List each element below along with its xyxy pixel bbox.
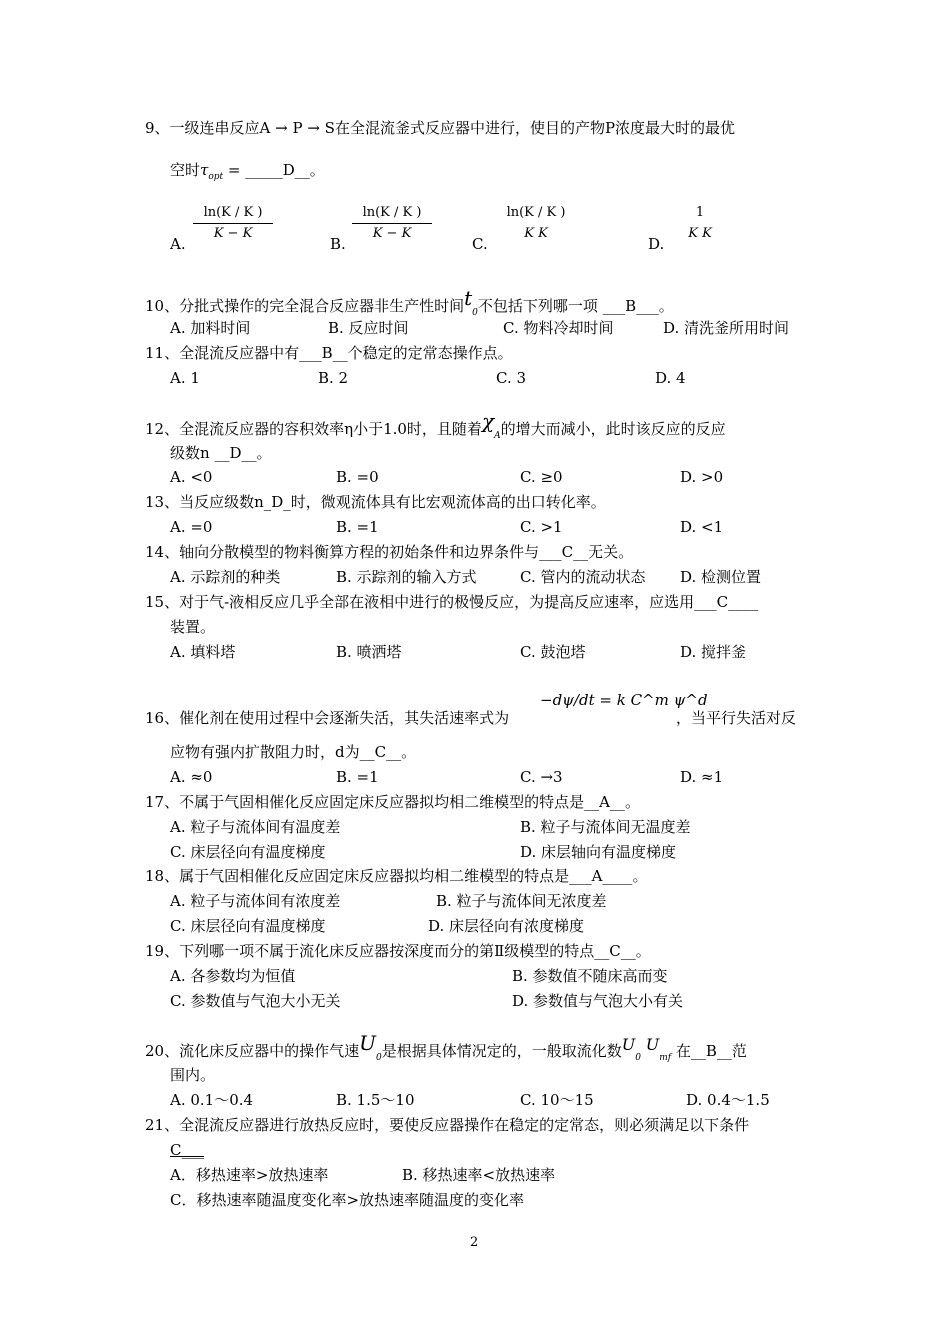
q10-blank: ___B___ xyxy=(602,297,659,315)
q9-option-a-num: ln(K / K ) xyxy=(203,205,263,220)
q14-option-b: B. 示踪剂的输入方式 xyxy=(336,568,477,586)
q19-stem xyxy=(145,941,651,961)
q16-option-a: A. ≈0 xyxy=(170,768,213,786)
q9-tau: τ xyxy=(200,161,209,179)
q9-option-c-den: K K xyxy=(524,226,548,241)
q9-option-b-num: ln(K / K ) xyxy=(362,205,422,220)
q10-post: 不包括下列哪一项 xyxy=(477,297,598,315)
q21-blank: C___ xyxy=(170,1141,204,1159)
q9-option-b-den: K − K xyxy=(372,226,412,241)
q9-option-d-den: K K xyxy=(688,226,712,241)
q9-option-a-fraction xyxy=(193,205,273,242)
q9-option-c-fraction xyxy=(496,205,576,242)
q12-blank: __D__ xyxy=(214,444,257,462)
q9-stem: 9、一级连串反应A → P → S在全混流釜式反应器中进行，使目的产物P浓度最大时的最优 xyxy=(145,119,736,137)
q20-symbol-u0: U xyxy=(621,1035,636,1054)
q20-mid: 是根据具体情况定的，一般取流化数 xyxy=(381,1042,622,1060)
q21-stem: 21、全混流反应器进行放热反应时，要使反应器操作在稳定的定常态，则必须满足以下条件 xyxy=(145,1116,750,1134)
q18-option-c: C. 床层径向有温度梯度 xyxy=(170,917,326,935)
q19-option-c: C. 参数值与气泡大小无关 xyxy=(170,992,341,1010)
q20-post2: 范 xyxy=(731,1042,747,1060)
q12-option-a: A. <0 xyxy=(170,468,213,486)
q9-option-b-fraction xyxy=(352,205,432,242)
q9-option-b-bar xyxy=(352,223,432,224)
q13-option-c: C. >1 xyxy=(520,518,563,536)
q15-blank: ___C____ xyxy=(694,593,759,611)
q18-blank: ___A____ xyxy=(569,867,633,885)
q16-blank: __C__ xyxy=(359,743,402,761)
q19-option-b: B. 参数值不随床高而变 xyxy=(512,967,668,985)
q15-option-d: D. 搅拌釜 xyxy=(680,643,747,661)
q11-option-b: B. 2 xyxy=(318,369,349,387)
q16-option-d: D. ≈1 xyxy=(680,768,724,786)
q13-stem xyxy=(145,492,606,512)
q9-end: 。 xyxy=(309,161,325,179)
q15-option-c: C. 鼓泡塔 xyxy=(520,643,586,661)
q12-end: 。 xyxy=(256,444,272,462)
q16-stem-cont xyxy=(170,742,416,762)
q12-symbol: χ xyxy=(481,409,495,433)
q10-end: 。 xyxy=(658,297,674,315)
q9-blank: _____D__ xyxy=(245,161,310,179)
q20-stem xyxy=(145,1033,747,1068)
q10-symbol-sub: 0 xyxy=(472,308,478,318)
q16-stem-pre: 16、催化剂在使用过程中会逐渐失活，其失活速率式为 xyxy=(145,709,510,727)
q9-option-c-bar xyxy=(496,223,576,224)
q9-option-d-fraction xyxy=(680,205,720,242)
q10-symbol: t xyxy=(464,286,473,310)
q17-option-c: C. 床层径向有温度梯度 xyxy=(170,843,326,861)
q18-pre: 18、属于气固相催化反应固定床反应器拟均相二维模型的特点是 xyxy=(145,867,570,885)
q12-line2-pre: 级数n xyxy=(170,444,215,462)
q9-cont-pre: 空时 xyxy=(170,161,201,179)
q13-blank: _D_ xyxy=(263,493,291,511)
q15-stem xyxy=(145,592,758,612)
q20-post: 在 xyxy=(675,1042,691,1060)
q9-option-a-bar xyxy=(193,223,273,224)
q9-eq: = xyxy=(223,161,246,179)
q20-symbol-u0-sub: 0 xyxy=(635,1053,641,1063)
q12-stem xyxy=(145,411,726,446)
q20-stem-cont: 围内。 xyxy=(170,1066,216,1084)
q10-option-a: A. 加料时间 xyxy=(170,319,251,337)
q9-tau-sub: opt xyxy=(208,172,224,182)
q17-blank: __A__ xyxy=(584,793,625,811)
q15-pre: 15、对于气-液相反应几乎全部在液相中进行的极慢反应，为提高反应速率，应选用 xyxy=(145,593,695,611)
q12-stem-cont xyxy=(170,443,271,463)
q20-option-c: C. 10～15 xyxy=(520,1091,594,1109)
q12-pre: 12、全混流反应器的容积效率η小于1.0时，且随着 xyxy=(145,420,482,438)
q16-end: 。 xyxy=(401,743,417,761)
q14-option-d: D. 检测位置 xyxy=(680,568,762,586)
q20-symbol-umf-sub: mf xyxy=(659,1053,672,1063)
q9-option-c-label: C. xyxy=(472,235,488,253)
q18-option-d: D. 床层径向有浓度梯度 xyxy=(428,917,585,935)
q11-pre: 11、全混流反应器中有 xyxy=(145,344,300,362)
q21-option-b: B. 移热速率<放热速率 xyxy=(402,1166,556,1184)
q19-blank: __C__ xyxy=(594,942,636,960)
q20-symbol-u: U xyxy=(359,1031,376,1055)
q11-option-c: C. 3 xyxy=(496,369,527,387)
q14-pre: 14、轴向分散模型的物料衡算方程的初始条件和边界条件与 xyxy=(145,543,540,561)
q9-option-d-num: 1 xyxy=(695,205,705,220)
q20-symbol-umf: U xyxy=(645,1035,660,1054)
q14-option-a: A. 示踪剂的种类 xyxy=(170,568,281,586)
q20-option-d: D. 0.4～1.5 xyxy=(686,1091,770,1109)
q13-option-a: A. =0 xyxy=(170,518,213,536)
q11-option-d: D. 4 xyxy=(655,369,686,387)
q16-stem-post: ，当平行失活对反 xyxy=(676,709,797,727)
q16-formula: −dψ/dt = k C^m ψ^d xyxy=(540,691,708,709)
q12-option-d: D. >0 xyxy=(680,468,724,486)
q11-blank: ___B__ xyxy=(299,344,348,362)
q10-option-d: D. 清洗釜所用时间 xyxy=(663,319,790,337)
q15-option-b: B. 喷洒塔 xyxy=(336,643,402,661)
q9-option-d-bar xyxy=(680,223,720,224)
q17-option-a: A. 粒子与流体间有温度差 xyxy=(170,818,341,836)
q18-option-b: B. 粒子与流体间无浓度差 xyxy=(436,892,607,910)
q12-option-b: B. =0 xyxy=(336,468,379,486)
q20-blank: __B__ xyxy=(690,1042,732,1060)
q14-blank: ___C__ xyxy=(539,543,589,561)
q21-option-c: C．移热速率随温度变化率>放热速率随温度的变化率 xyxy=(170,1191,525,1209)
q19-option-d: D. 参数值与气泡大小有关 xyxy=(512,992,684,1010)
q11-stem xyxy=(145,343,513,363)
q11-option-a: A. 1 xyxy=(170,369,200,387)
q14-option-c: C. 管内的流动状态 xyxy=(520,568,646,586)
q9-option-a-den: K − K xyxy=(213,226,253,241)
q20-option-a: A. 0.1～0.4 xyxy=(170,1091,254,1109)
q9-option-c-num: ln(K / K ) xyxy=(506,205,566,220)
q19-end: 。 xyxy=(635,942,651,960)
q18-stem xyxy=(145,866,647,886)
q18-option-a: A. 粒子与流体间有浓度差 xyxy=(170,892,341,910)
q16-line2-pre: 应物有强内扩散阻力时，d为 xyxy=(170,743,360,761)
q20-symbol-u-sub: 0 xyxy=(375,1053,382,1063)
q11-post: 个稳定的定常态操作点。 xyxy=(347,344,513,362)
q16-option-b: B. =1 xyxy=(336,768,379,786)
q9-stem-cont xyxy=(170,160,325,187)
q17-stem xyxy=(145,792,640,812)
q13-pre: 13、当反应级数n xyxy=(145,493,264,511)
q17-option-b: B. 粒子与流体间无温度差 xyxy=(520,818,691,836)
q15-option-a: A. 填料塔 xyxy=(170,643,236,661)
q19-option-a: A. 各参数均为恒值 xyxy=(170,967,296,985)
q9-option-b-label: B. xyxy=(330,235,346,253)
q16-option-c: C. →3 xyxy=(520,768,563,786)
q17-pre: 17、不属于气固相催化反应固定床反应器拟均相二维模型的特点是 xyxy=(145,793,585,811)
q13-option-b: B. =1 xyxy=(336,518,379,536)
q21-option-a: A．移热速率>放热速率 xyxy=(170,1166,329,1184)
q15-stem-cont: 装置。 xyxy=(170,618,216,636)
q12-symbol-sub: A xyxy=(494,431,501,441)
q14-stem xyxy=(145,542,633,562)
q17-end: 。 xyxy=(624,793,640,811)
q20-option-b: B. 1.5～10 xyxy=(336,1091,415,1109)
q14-post: 无关。 xyxy=(588,543,634,561)
q10-option-c: C. 物料冷却时间 xyxy=(503,319,614,337)
q10-option-b: B. 反应时间 xyxy=(328,319,409,337)
q19-pre: 19、下列哪一项不属于流化床反应器按深度而分的第Ⅱ级模型的特点 xyxy=(145,942,595,960)
page-number: 2 xyxy=(470,1235,479,1250)
q12-option-c: C. ≥0 xyxy=(520,468,563,486)
q12-post: 的增大而减小，此时该反应的反应 xyxy=(500,420,726,438)
q17-option-d: D. 床层轴向有温度梯度 xyxy=(520,843,677,861)
q9-option-d-label: D. xyxy=(648,235,665,253)
q13-post: 时，微观流体具有比宏观流体高的出口转化率。 xyxy=(290,493,606,511)
q20-pre: 20、流化床反应器中的操作气速 xyxy=(145,1042,360,1060)
q10-pre: 10、分批式操作的完全混合反应器非生产性时间 xyxy=(145,297,465,315)
q13-option-d: D. <1 xyxy=(680,518,724,536)
q18-end: 。 xyxy=(632,867,648,885)
q9-option-a-label: A. xyxy=(170,235,186,253)
